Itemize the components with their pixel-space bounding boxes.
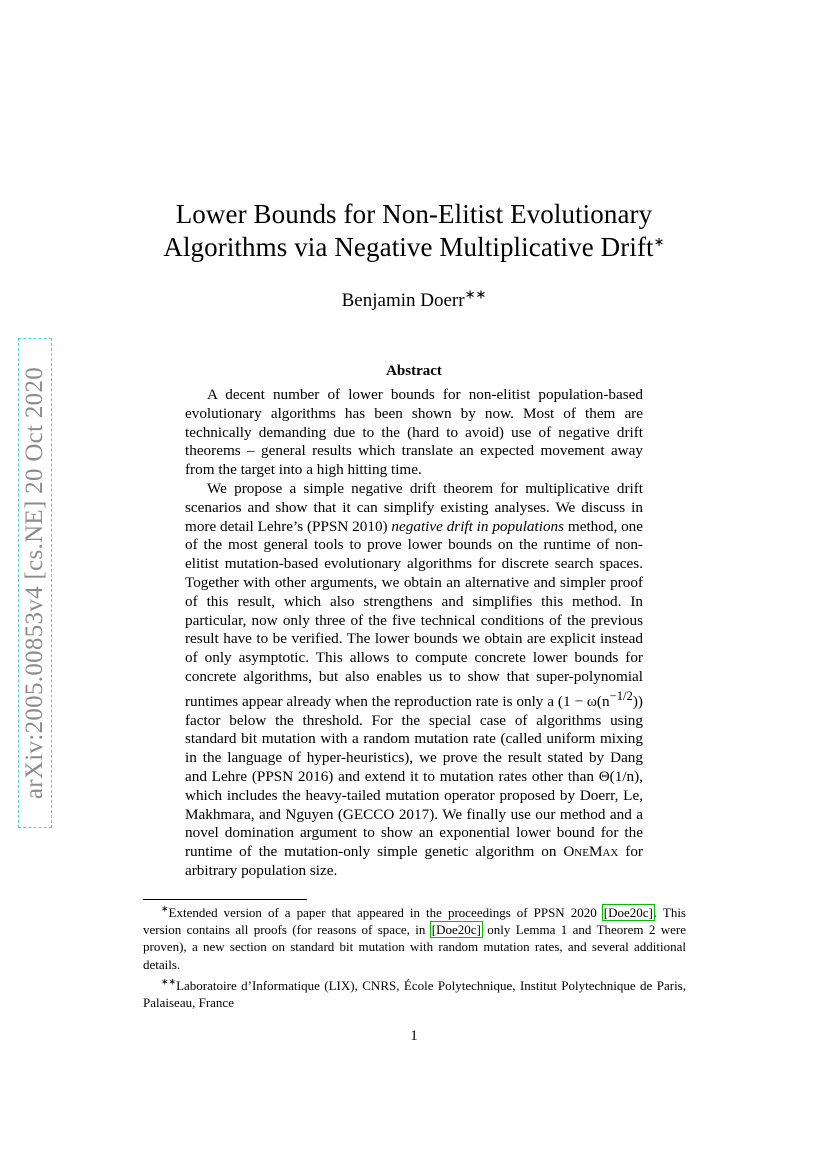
footnote-1: ∗Extended version of a paper that appeared in the proceedings of PPSN 2020 [Doe20c]. This version contains all proofs (for reasons of space, in [Doe20c] only Lemma 1 and Theorem 2 were proven), a new section on standard bit mutation with random mutation rates, and several additional details. <box>143 903 686 972</box>
paper-title <box>100 198 728 264</box>
citation-link[interactable]: [Doe20c] <box>431 922 481 938</box>
abstract-heading: Abstract <box>386 363 442 379</box>
footnotes <box>143 904 686 1015</box>
footnote-1-mark: ∗ <box>161 903 169 914</box>
title-line-2: Algorithms via Negative Multiplicative Drift∗ <box>163 232 665 262</box>
title-footnote-mark[interactable]: ∗ <box>653 234 665 249</box>
emphasis-term: negative drift in populations <box>391 517 565 535</box>
arxiv-stamp[interactable]: arXiv:2005.00853v4 [cs.NE] 20 Oct 2020 <box>21 366 48 800</box>
abstract-paragraph-1: A decent number of lower bounds for non-elitist population-based evolutionary algorithms has been shown by now. Most of them are technically demanding due to the (hard to avoid) use of negative drift theorems – general results which translate an expected movement away from the target into a high hitting time. <box>185 386 643 479</box>
author-footnote-mark[interactable]: ∗∗ <box>464 286 487 302</box>
footnote-2-mark: ∗∗ <box>161 976 177 987</box>
abstract-paragraph-2: We propose a simple negative drift theorem for multiplicative drift scenarios and show that it can simplify existing analyses. We discuss in more detail Lehre’s (PPSN 2010) negative drift in populations method, one of the most general tools to prove lower bounds on the runtime of non-elitist mutation-based evolutionary algorithms for discrete search spaces. Together with other arguments, we obtain an alternative and simpler proof of this result, which also strengthens and simplifies this method. In particular, now only three of the five technical conditions of the previous result have to be verified. The lower bounds we obtain are explicit instead of only asymptotic. This allows to compute concrete lower bounds for concrete algorithms, but also enables us to show that super-polynomial runtimes appear already when the reproduction rate is only a $(1 - \omega(n^{-1/2}))$ factor below the threshold. For the special case of algorithms using standard bit mutation with a random mutation rate (called uniform mixing in the language of hyper-heuristics), we prove the result stated by Dang and Lehre (PPSN 2016) and extend it to mutation rates other than Θ(1/n), which includes the heavy-tailed mutation operator proposed by Doerr, Le, Makhmara, and Nguyen (GECCO 2017). We finally use our method and a novel domination argument to show an exponential lower bound for the runtime of the mutation-only simple genetic algorithm on OneMax for arbitrary population size. <box>185 479 643 879</box>
exponent: −1/2 <box>609 688 633 703</box>
footnote-2: ∗∗Laboratoire d’Informatique (LIX), CNRS, École Polytechnique, Institut Polytechnique de Paris, Palaiseau, France <box>143 976 686 1011</box>
footnote-rule <box>143 899 307 900</box>
title-line-1: Lower Bounds for Non-Elitist Evolutionary <box>175 199 653 229</box>
author-name: Benjamin Doerr <box>341 290 465 311</box>
page-number: 1 <box>410 1028 418 1044</box>
citation-link[interactable]: [Doe20c] <box>603 905 653 920</box>
onemax-name: OneMax <box>563 843 619 861</box>
abstract-body <box>185 386 643 881</box>
author <box>100 286 728 312</box>
